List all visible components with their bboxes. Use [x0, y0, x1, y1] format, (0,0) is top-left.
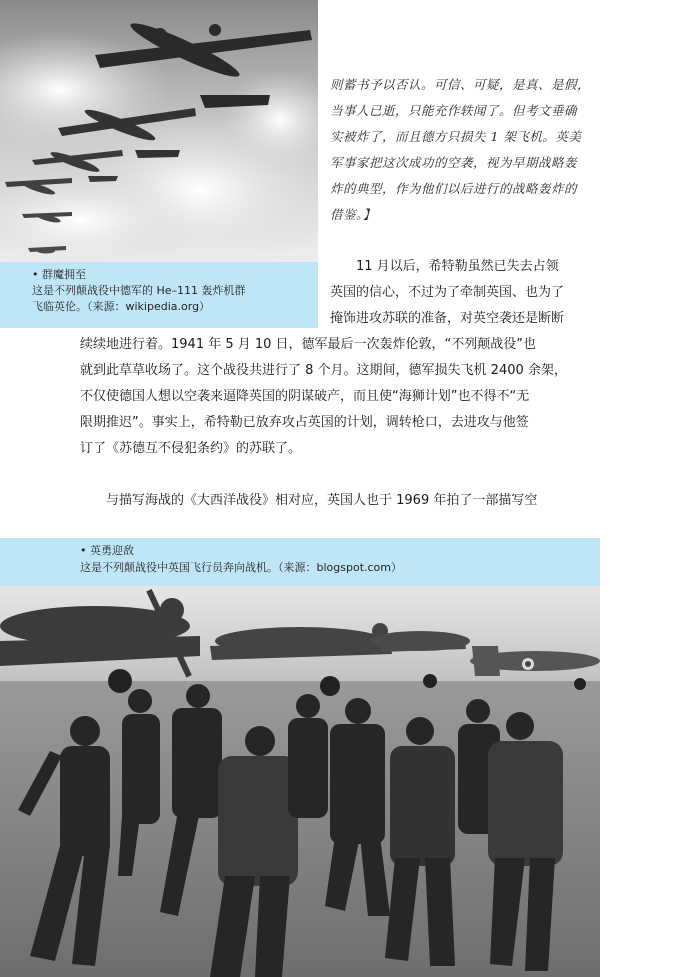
bomber-formation-photo	[0, 0, 318, 262]
body-line: 续续地进行着。1941 年 5 月 10 日，德军最后一次轰炸伦敦，“不列颠战役”也	[80, 337, 537, 352]
body-line: 11 月以后，希特勒虽然已失去占领	[356, 259, 559, 274]
body-line: 限期推迟”。事实上，希特勒已放弃攻占英国的计划，调转枪口，去进攻与他签	[80, 415, 529, 430]
body-line: 掩饰进攻苏联的准备，对英空袭还是断断	[330, 311, 565, 326]
body-line: 订了《苏德互不侵犯条约》的苏联了。	[80, 441, 302, 456]
body-line: 英国的信心，不过为了牵制英国、也为了	[330, 285, 565, 300]
bomber-formation-image	[0, 0, 318, 262]
caption-bombers-text-2: 飞临英伦。（来源：wikipedia.org）	[32, 300, 211, 313]
pilots-running-image	[0, 586, 600, 977]
note-line: 借鉴。】	[330, 207, 376, 222]
caption-pilots-title: • 英勇迎敌	[80, 542, 600, 559]
note-line: 当事人已逝，只能充作轶闻了。但考文垂确	[330, 103, 578, 118]
note-line: 军事家把这次成功的空袭，视为早期战略轰	[330, 155, 578, 170]
note-line: 实被炸了，而且德方只损失 1 架飞机。英美	[330, 129, 582, 144]
caption-bombers	[0, 262, 318, 328]
body-paragraph-a	[330, 254, 602, 332]
body-paragraph-b	[80, 332, 602, 462]
note-block	[330, 72, 602, 228]
body-line: 不仅使德国人想以空袭来逼降英国的阴谋破产，而且使“海狮计划”也不得不“无	[80, 389, 530, 404]
caption-pilots-text: 这是不列颠战役中英国飞行员奔向战机。（来源：blogspot.com）	[80, 561, 402, 574]
caption-bombers-title: • 群魔拥至	[32, 267, 318, 283]
caption-bombers-text-1: 这是不列颠战役中德军的 He–111 轰炸机群	[32, 284, 246, 297]
body-line: 与描写海战的《大西洋战役》相对应，英国人也于 1969 年拍了一部描写空	[106, 493, 538, 508]
pilots-running-photo	[0, 586, 600, 977]
caption-pilots	[0, 538, 600, 586]
body-line: 就到此草草收场了。这个战役共进行了 8 个月。这期间，德军损失飞机 2400 余架，	[80, 363, 567, 378]
note-line: 则蓄书予以否认。可信、可疑，是真、是假，	[330, 77, 591, 92]
note-line: 炸的典型，作为他们以后进行的战略轰炸的	[330, 181, 578, 196]
body-paragraph-c	[80, 488, 602, 514]
